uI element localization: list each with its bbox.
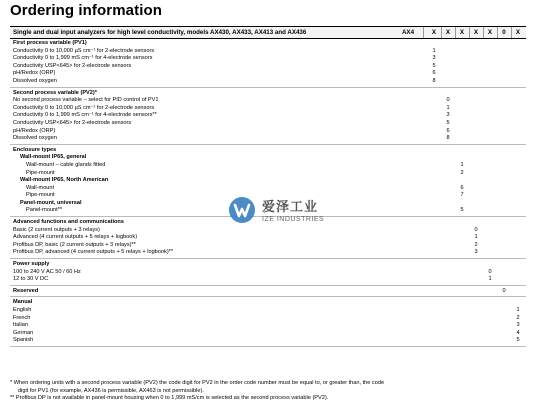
option-row	[10, 120, 526, 128]
option-label: Wall-mount – cable glands fitted	[26, 161, 106, 168]
header-code-6: 0	[502, 29, 506, 36]
option-label: Basic (2 current outputs + 3 relays)	[13, 226, 100, 233]
section-heading-label: Reserved	[13, 287, 39, 294]
option-row	[10, 63, 526, 71]
option-label: Italian	[13, 322, 28, 329]
option-row	[10, 242, 526, 250]
option-label: Pipe-mount	[26, 169, 55, 176]
option-label: Panel-mount, universal	[20, 199, 82, 206]
code-digit: 0	[474, 226, 478, 233]
option-row	[10, 55, 526, 63]
option-label: Dissolved oxygen	[13, 135, 57, 142]
section-divider	[10, 144, 526, 145]
section-heading-label: Advanced functions and communications	[13, 219, 124, 226]
option-label: Conductivity 0 to 1,999 mS cm⁻¹ for 4-electrode sensors**	[13, 112, 157, 119]
code-digit: 0	[502, 287, 506, 294]
watermark-text	[262, 196, 324, 223]
option-row	[10, 337, 526, 345]
option-row	[10, 78, 526, 86]
section-divider	[10, 285, 526, 286]
option-row	[10, 112, 526, 120]
section-divider	[10, 258, 526, 259]
watermark-en: IZE INDUSTRIES	[262, 216, 325, 223]
option-row	[10, 128, 526, 136]
code-digit: 6	[432, 70, 436, 77]
option-row	[10, 307, 526, 315]
header-code-5: X	[487, 29, 493, 36]
code-digit: 1	[460, 161, 464, 168]
option-row	[10, 70, 526, 78]
section-heading-label: Second process variable (PV2)*	[13, 89, 97, 96]
section-heading-label: Manual	[13, 299, 33, 306]
option-label: Profibus DP, basic (2 current outputs + 3 relays)**	[13, 241, 136, 248]
header-code-2: X	[445, 29, 451, 36]
code-digit: 4	[516, 329, 520, 336]
option-row	[10, 227, 526, 235]
footnotes	[10, 380, 530, 403]
code-digit: 5	[446, 119, 450, 126]
code-digit: 3	[474, 249, 478, 256]
option-row	[10, 234, 526, 242]
header-code-0: AX4	[401, 29, 415, 36]
header-divider	[423, 27, 424, 38]
company-logo-icon	[228, 196, 256, 229]
option-label: 12 to 30 V DC	[13, 276, 49, 283]
option-row	[10, 330, 526, 338]
section-heading-label: First process variable (PV1)	[13, 40, 87, 46]
header-text: Single and dual input analyzers for high level conductivity, models AX430, AX433, AX413 and AX436	[13, 29, 307, 36]
code-digit: 1	[516, 307, 520, 313]
option-label: French	[13, 314, 31, 321]
code-digit: 2	[516, 314, 520, 321]
code-digit: 1	[446, 104, 450, 111]
option-label: Pipe-mount	[26, 192, 55, 199]
code-digit: 6	[460, 184, 464, 191]
option-row	[10, 322, 526, 330]
section-divider	[10, 346, 526, 347]
code-digit: 2	[474, 241, 478, 248]
option-row	[10, 249, 526, 257]
code-digit: 0	[446, 97, 450, 104]
option-label: Spanish	[13, 337, 34, 344]
option-row	[10, 97, 526, 105]
header-code-4: X	[473, 29, 479, 36]
option-label: Conductivity 0 to 10,000 µS cm⁻¹ for 2-electrode sensors	[13, 104, 155, 111]
option-label: No second process variable – select for PID control of PV1	[13, 97, 159, 104]
option-label: Conductivity 0 to 10,000 µS cm⁻¹ for 2-electrode sensors	[13, 47, 155, 54]
section-heading	[10, 90, 526, 98]
footnote-1: * When ordering units with a second process variable (PV2) the code digit for PV2 in the order code number must be equal to, or greater than, the code	[10, 380, 385, 386]
option-label: Profibus DP, advanced (4 current outputs + 5 relays + logbook)**	[13, 249, 174, 256]
code-digit: 8	[432, 77, 436, 84]
page-title: Ordering information	[10, 2, 162, 19]
option-row	[10, 154, 526, 162]
option-label: Conductivity 0 to 1,999 mS cm⁻¹ for 4-electrode sensors	[13, 55, 153, 62]
section-heading	[10, 40, 526, 48]
section-heading	[10, 261, 526, 269]
option-row	[10, 170, 526, 178]
option-row	[10, 276, 526, 284]
watermark-cn: 爱泽工业	[262, 199, 319, 214]
option-label: pH/Redox (ORP)	[13, 127, 56, 134]
section-heading	[10, 147, 526, 155]
section-heading	[10, 299, 526, 307]
option-label: Conductivity USP<645> for 2-electrode sensors	[13, 62, 132, 69]
option-row	[10, 162, 526, 170]
code-digit: 0	[488, 268, 492, 275]
option-label: pH/Redox (ORP)	[13, 70, 56, 77]
section-heading-label: Power supply	[13, 261, 50, 268]
code-digit: 3	[446, 112, 450, 119]
option-row	[10, 177, 526, 185]
code-digit: 7	[460, 192, 464, 199]
option-label: 100 to 240 V AC 50 / 60 Hz	[13, 268, 81, 275]
option-label: Wall-mount IP65, North American	[20, 177, 109, 184]
option-label: English	[13, 307, 32, 313]
section-heading	[10, 288, 526, 296]
option-label: Dissolved oxygen	[13, 77, 57, 84]
code-digit: 5	[460, 207, 464, 214]
option-row	[10, 315, 526, 323]
option-row	[10, 48, 526, 56]
option-row	[10, 105, 526, 113]
code-digit: 2	[460, 169, 464, 176]
code-digit: 1	[488, 276, 492, 283]
option-row	[10, 135, 526, 143]
section-divider	[10, 87, 526, 88]
code-digit: 3	[516, 322, 520, 329]
code-digit: 8	[446, 135, 450, 142]
header-code-1: X	[431, 29, 437, 36]
table-header	[10, 26, 526, 39]
section-divider	[10, 296, 526, 297]
footnote-2: ** Profibus DP is not available in panel-mount housing when 0 to 1,999 mS/cm is selected as the second process variable (PV2).	[10, 395, 329, 402]
option-label: Panel-mount**	[26, 207, 63, 214]
option-label: Wall-mount	[26, 184, 55, 191]
option-row	[10, 185, 526, 193]
header-code-3: X	[459, 29, 465, 36]
code-digit: 3	[432, 55, 436, 62]
ordering-table	[10, 26, 526, 347]
option-label: Conductivity USP<645> for 2-electrode sensors	[13, 119, 132, 126]
footnote-1-cont: digit for PV1 (for example, AX436 is permissible, AX463 is not permissible).	[18, 387, 204, 394]
code-digit: 1	[432, 47, 436, 54]
option-label: Advanced (4 current outputs + 5 relays + logbook)	[13, 234, 138, 241]
code-digit: 5	[432, 62, 436, 69]
header-code-7: X	[515, 29, 521, 36]
code-digit: 5	[516, 337, 520, 344]
code-digit: 6	[446, 127, 450, 134]
option-row	[10, 269, 526, 277]
section-heading-label: Enclosure types	[13, 146, 57, 153]
code-digit: 1	[474, 234, 478, 241]
option-label: Wall-mount IP65, general	[20, 154, 87, 161]
option-label: German	[13, 329, 34, 336]
